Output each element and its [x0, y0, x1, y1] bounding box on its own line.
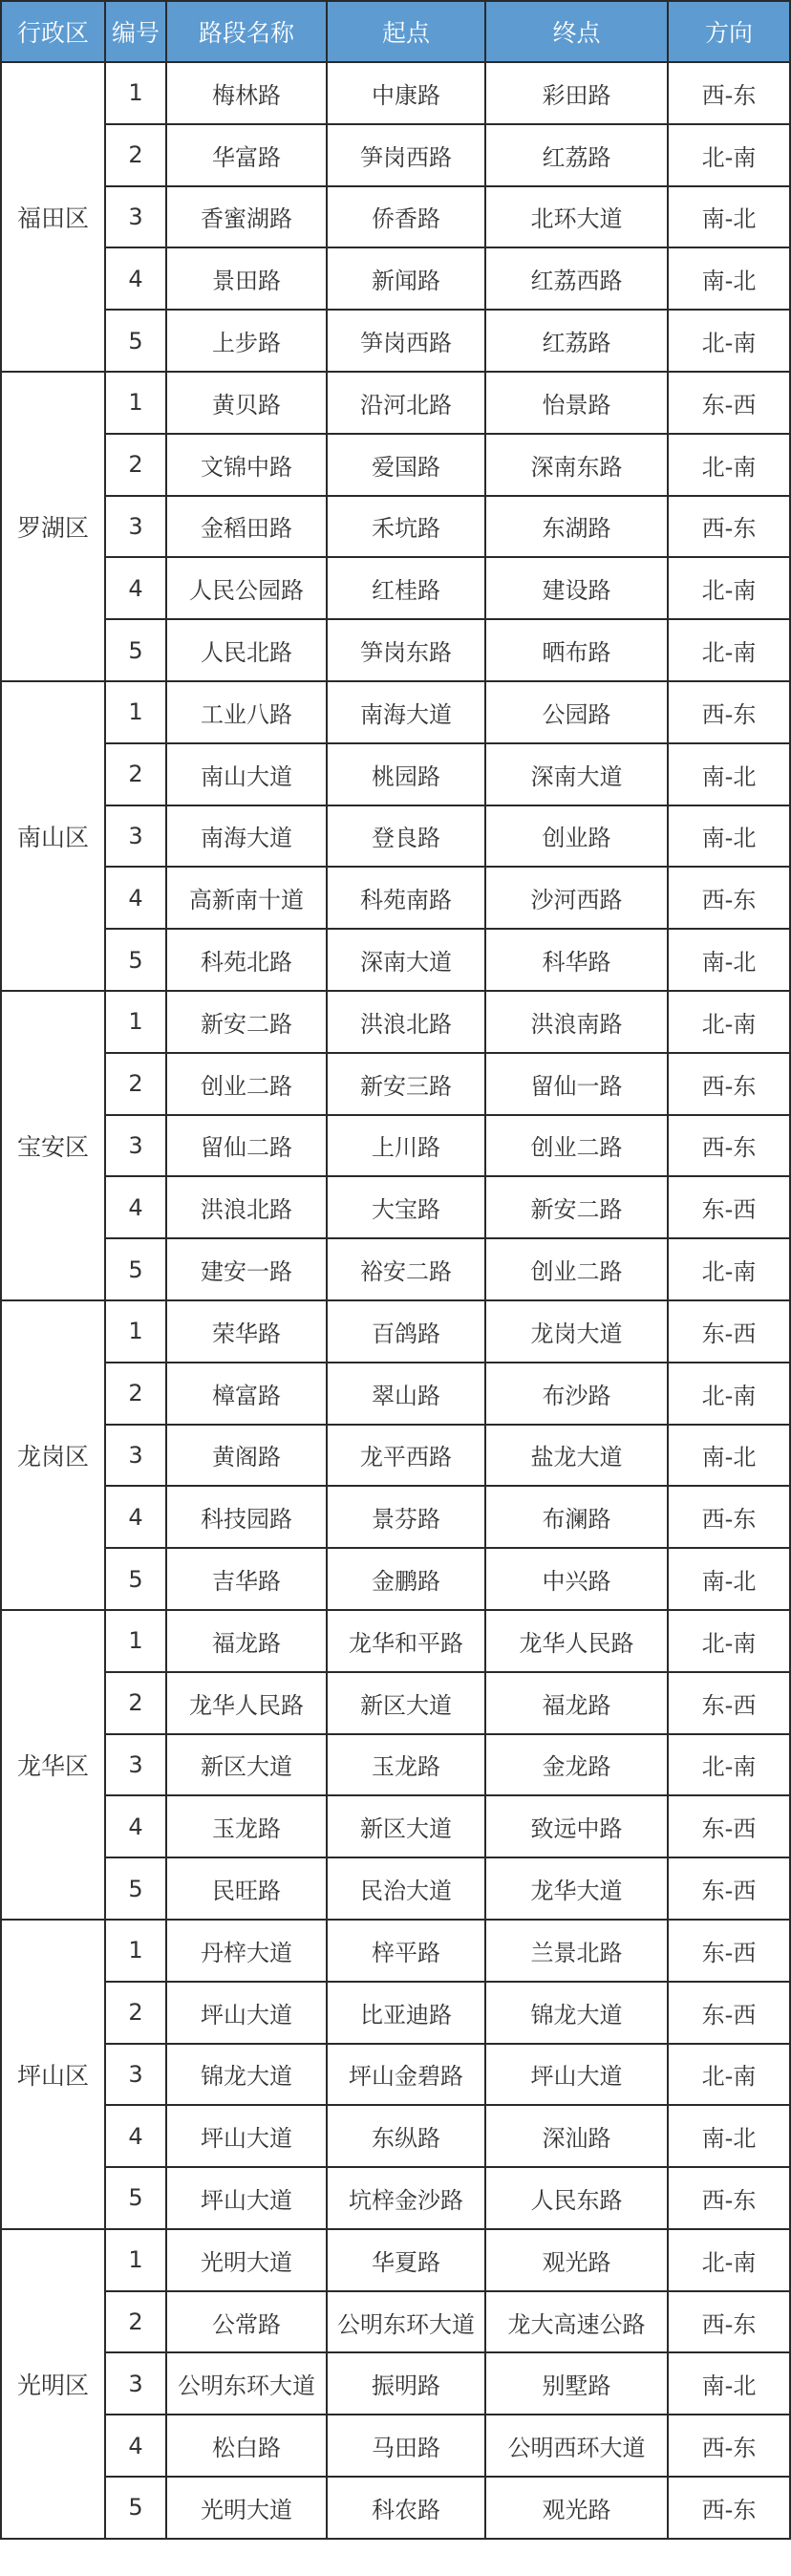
- cell-start-point: 马田路: [327, 2415, 485, 2477]
- cell-district: 龙华区: [1, 1610, 105, 1920]
- table-row: [1, 1610, 790, 1672]
- table-row: [1, 2477, 790, 2539]
- cell-start-point: 南海大道: [327, 681, 485, 743]
- cell-road-name: 松白路: [166, 2415, 327, 2477]
- table-row: [1, 1920, 790, 1982]
- cell-number: 2: [105, 1363, 166, 1425]
- table-row: [1, 619, 790, 681]
- cell-start-point: 笋岗西路: [327, 310, 485, 372]
- col-header-district: 行政区: [1, 1, 105, 62]
- cell-start-point: 翠山路: [327, 1363, 485, 1425]
- cell-start-point: 龙平西路: [327, 1425, 485, 1487]
- cell-road-name: 人民北路: [166, 619, 327, 681]
- cell-end-point: 盐龙大道: [485, 1425, 668, 1487]
- cell-end-point: 红荔路: [485, 310, 668, 372]
- cell-start-point: 科农路: [327, 2477, 485, 2539]
- table-row: [1, 2167, 790, 2229]
- cell-start-point: 笋岗东路: [327, 619, 485, 681]
- cell-direction: 南-北: [668, 805, 790, 868]
- cell-direction: 东-西: [668, 1795, 790, 1857]
- table-row: [1, 1053, 790, 1115]
- cell-direction: 东-西: [668, 1857, 790, 1920]
- cell-start-point: 登良路: [327, 805, 485, 868]
- cell-direction: 南-北: [668, 1548, 790, 1610]
- cell-end-point: 金龙路: [485, 1734, 668, 1796]
- cell-number: 5: [105, 2167, 166, 2229]
- cell-start-point: 上川路: [327, 1115, 485, 1177]
- cell-road-name: 科苑北路: [166, 929, 327, 991]
- cell-road-name: 人民公园路: [166, 557, 327, 619]
- cell-number: 1: [105, 1920, 166, 1982]
- cell-start-point: 百鸽路: [327, 1300, 485, 1363]
- cell-start-point: 梓平路: [327, 1920, 485, 1982]
- cell-number: 1: [105, 1610, 166, 1672]
- cell-direction: 东-西: [668, 372, 790, 434]
- cell-direction: 西-东: [668, 1115, 790, 1177]
- cell-number: 4: [105, 2415, 166, 2477]
- col-header-direction: 方向: [668, 1, 790, 62]
- table-row: [1, 2044, 790, 2106]
- cell-road-name: 樟富路: [166, 1363, 327, 1425]
- cell-road-name: 上步路: [166, 310, 327, 372]
- cell-end-point: 龙大高速公路: [485, 2291, 668, 2353]
- cell-road-name: 丹梓大道: [166, 1920, 327, 1982]
- cell-district: 南山区: [1, 681, 105, 991]
- cell-road-name: 玉龙路: [166, 1795, 327, 1857]
- cell-end-point: 公明西环大道: [485, 2415, 668, 2477]
- cell-road-name: 洪浪北路: [166, 1176, 327, 1238]
- cell-number: 5: [105, 1857, 166, 1920]
- cell-road-name: 南海大道: [166, 805, 327, 868]
- cell-end-point: 创业二路: [485, 1115, 668, 1177]
- cell-end-point: 洪浪南路: [485, 991, 668, 1053]
- cell-direction: 北-南: [668, 991, 790, 1053]
- table-row: [1, 2352, 790, 2415]
- cell-number: 3: [105, 1115, 166, 1177]
- cell-road-name: 龙华人民路: [166, 1672, 327, 1734]
- cell-number: 2: [105, 124, 166, 186]
- cell-end-point: 龙华大道: [485, 1857, 668, 1920]
- cell-road-name: 香蜜湖路: [166, 186, 327, 248]
- cell-direction: 南-北: [668, 2352, 790, 2415]
- table-row: [1, 1300, 790, 1363]
- cell-direction: 南-北: [668, 186, 790, 248]
- cell-start-point: 红桂路: [327, 557, 485, 619]
- cell-direction: 东-西: [668, 1176, 790, 1238]
- cell-direction: 西-东: [668, 1486, 790, 1548]
- cell-number: 1: [105, 2229, 166, 2291]
- cell-road-name: 坪山大道: [166, 2105, 327, 2167]
- cell-number: 5: [105, 2477, 166, 2539]
- cell-start-point: 科苑南路: [327, 867, 485, 929]
- cell-number: 1: [105, 372, 166, 434]
- cell-district: 宝安区: [1, 991, 105, 1300]
- cell-start-point: 玉龙路: [327, 1734, 485, 1796]
- cell-number: 3: [105, 805, 166, 868]
- cell-end-point: 怡景路: [485, 372, 668, 434]
- cell-direction: 西-东: [668, 2291, 790, 2353]
- cell-number: 2: [105, 743, 166, 805]
- table-row: [1, 805, 790, 868]
- table-row: [1, 1982, 790, 2044]
- cell-direction: 北-南: [668, 2044, 790, 2106]
- cell-end-point: 龙华人民路: [485, 1610, 668, 1672]
- cell-start-point: 坪山金碧路: [327, 2044, 485, 2106]
- cell-road-name: 华富路: [166, 124, 327, 186]
- cell-number: 1: [105, 1300, 166, 1363]
- table-row: [1, 124, 790, 186]
- cell-start-point: 沿河北路: [327, 372, 485, 434]
- cell-end-point: 布沙路: [485, 1363, 668, 1425]
- cell-number: 5: [105, 619, 166, 681]
- cell-road-name: 坪山大道: [166, 1982, 327, 2044]
- cell-start-point: 中康路: [327, 62, 485, 124]
- cell-number: 4: [105, 1486, 166, 1548]
- cell-direction: 东-西: [668, 1300, 790, 1363]
- cell-number: 3: [105, 1734, 166, 1796]
- cell-road-name: 黄阁路: [166, 1425, 327, 1487]
- cell-direction: 北-南: [668, 619, 790, 681]
- table-row: [1, 496, 790, 558]
- cell-road-name: 吉华路: [166, 1548, 327, 1610]
- cell-road-name: 建安一路: [166, 1238, 327, 1300]
- cell-end-point: 北环大道: [485, 186, 668, 248]
- cell-road-name: 锦龙大道: [166, 2044, 327, 2106]
- cell-start-point: 爱国路: [327, 434, 485, 496]
- cell-number: 5: [105, 310, 166, 372]
- cell-end-point: 新安二路: [485, 1176, 668, 1238]
- table-row: [1, 247, 790, 310]
- cell-direction: 西-东: [668, 681, 790, 743]
- cell-end-point: 人民东路: [485, 2167, 668, 2229]
- cell-direction: 北-南: [668, 557, 790, 619]
- cell-number: 3: [105, 186, 166, 248]
- cell-start-point: 禾坑路: [327, 496, 485, 558]
- table-row: [1, 557, 790, 619]
- table-row: [1, 1363, 790, 1425]
- cell-direction: 北-南: [668, 1610, 790, 1672]
- header-row: [1, 1, 790, 62]
- cell-road-name: 公明东环大道: [166, 2352, 327, 2415]
- cell-road-name: 黄贝路: [166, 372, 327, 434]
- cell-end-point: 深汕路: [485, 2105, 668, 2167]
- cell-start-point: 比亚迪路: [327, 1982, 485, 2044]
- cell-number: 4: [105, 557, 166, 619]
- cell-road-name: 光明大道: [166, 2477, 327, 2539]
- table-row: [1, 681, 790, 743]
- cell-road-name: 新安二路: [166, 991, 327, 1053]
- cell-road-name: 公常路: [166, 2291, 327, 2353]
- cell-district: 坪山区: [1, 1920, 105, 2229]
- cell-direction: 东-西: [668, 1672, 790, 1734]
- cell-number: 1: [105, 991, 166, 1053]
- cell-start-point: 华夏路: [327, 2229, 485, 2291]
- cell-end-point: 致远中路: [485, 1795, 668, 1857]
- cell-end-point: 晒布路: [485, 619, 668, 681]
- cell-road-name: 梅林路: [166, 62, 327, 124]
- cell-start-point: 金鹏路: [327, 1548, 485, 1610]
- cell-start-point: 龙华和平路: [327, 1610, 485, 1672]
- col-header-road-name: 路段名称: [166, 1, 327, 62]
- table-row: [1, 1795, 790, 1857]
- cell-road-name: 景田路: [166, 247, 327, 310]
- table-row: [1, 1857, 790, 1920]
- cell-number: 2: [105, 434, 166, 496]
- cell-start-point: 坑梓金沙路: [327, 2167, 485, 2229]
- table-row: [1, 2105, 790, 2167]
- table-row: [1, 1176, 790, 1238]
- cell-district: 光明区: [1, 2229, 105, 2539]
- table-row: [1, 743, 790, 805]
- cell-district: 福田区: [1, 62, 105, 372]
- cell-end-point: 锦龙大道: [485, 1982, 668, 2044]
- cell-number: 4: [105, 1176, 166, 1238]
- cell-start-point: 深南大道: [327, 929, 485, 991]
- cell-number: 3: [105, 2352, 166, 2415]
- cell-start-point: 民治大道: [327, 1857, 485, 1920]
- cell-road-name: 民旺路: [166, 1857, 327, 1920]
- table-row: [1, 1115, 790, 1177]
- cell-direction: 北-南: [668, 310, 790, 372]
- cell-road-name: 南山大道: [166, 743, 327, 805]
- cell-number: 1: [105, 62, 166, 124]
- cell-end-point: 公园路: [485, 681, 668, 743]
- table-row: [1, 434, 790, 496]
- cell-road-name: 金稻田路: [166, 496, 327, 558]
- cell-end-point: 红荔西路: [485, 247, 668, 310]
- cell-road-name: 荣华路: [166, 1300, 327, 1363]
- col-header-number: 编号: [105, 1, 166, 62]
- cell-road-name: 科技园路: [166, 1486, 327, 1548]
- cell-end-point: 布澜路: [485, 1486, 668, 1548]
- cell-end-point: 观光路: [485, 2229, 668, 2291]
- cell-end-point: 建设路: [485, 557, 668, 619]
- cell-number: 2: [105, 2291, 166, 2353]
- cell-start-point: 新区大道: [327, 1672, 485, 1734]
- cell-direction: 西-东: [668, 2415, 790, 2477]
- cell-direction: 北-南: [668, 2229, 790, 2291]
- cell-end-point: 创业路: [485, 805, 668, 868]
- cell-start-point: 桃园路: [327, 743, 485, 805]
- cell-end-point: 彩田路: [485, 62, 668, 124]
- table-row: [1, 62, 790, 124]
- cell-road-name: 文锦中路: [166, 434, 327, 496]
- cell-start-point: 振明路: [327, 2352, 485, 2415]
- col-header-end: 终点: [485, 1, 668, 62]
- cell-road-name: 光明大道: [166, 2229, 327, 2291]
- cell-end-point: 东湖路: [485, 496, 668, 558]
- cell-direction: 北-南: [668, 1363, 790, 1425]
- cell-start-point: 新区大道: [327, 1795, 485, 1857]
- cell-direction: 北-南: [668, 124, 790, 186]
- table-row: [1, 1548, 790, 1610]
- cell-road-name: 坪山大道: [166, 2167, 327, 2229]
- cell-direction: 南-北: [668, 247, 790, 310]
- cell-end-point: 留仙一路: [485, 1053, 668, 1115]
- cell-number: 2: [105, 1982, 166, 2044]
- cell-direction: 西-东: [668, 2167, 790, 2229]
- cell-number: 4: [105, 2105, 166, 2167]
- cell-start-point: 公明东环大道: [327, 2291, 485, 2353]
- cell-start-point: 东纵路: [327, 2105, 485, 2167]
- cell-end-point: 深南东路: [485, 434, 668, 496]
- cell-road-name: 福龙路: [166, 1610, 327, 1672]
- cell-number: 3: [105, 1425, 166, 1487]
- cell-start-point: 新闻路: [327, 247, 485, 310]
- cell-number: 5: [105, 929, 166, 991]
- table-row: [1, 2291, 790, 2353]
- table-row: [1, 2229, 790, 2291]
- cell-direction: 西-东: [668, 867, 790, 929]
- cell-direction: 南-北: [668, 1425, 790, 1487]
- cell-direction: 东-西: [668, 1920, 790, 1982]
- cell-road-name: 创业二路: [166, 1053, 327, 1115]
- cell-direction: 北-南: [668, 1734, 790, 1796]
- cell-number: 2: [105, 1053, 166, 1115]
- cell-start-point: 侨香路: [327, 186, 485, 248]
- cell-direction: 西-东: [668, 496, 790, 558]
- cell-direction: 西-东: [668, 2477, 790, 2539]
- cell-start-point: 新安三路: [327, 1053, 485, 1115]
- cell-start-point: 大宝路: [327, 1176, 485, 1238]
- table-row: [1, 1734, 790, 1796]
- cell-number: 5: [105, 1238, 166, 1300]
- cell-start-point: 景芬路: [327, 1486, 485, 1548]
- cell-start-point: 洪浪北路: [327, 991, 485, 1053]
- cell-start-point: 裕安二路: [327, 1238, 485, 1300]
- table-body: [1, 62, 790, 2539]
- cell-district: 罗湖区: [1, 372, 105, 681]
- cell-number: 4: [105, 867, 166, 929]
- cell-road-name: 工业八路: [166, 681, 327, 743]
- table-row: [1, 1672, 790, 1734]
- cell-direction: 西-东: [668, 62, 790, 124]
- table-row: [1, 372, 790, 434]
- cell-end-point: 兰景北路: [485, 1920, 668, 1982]
- cell-end-point: 观光路: [485, 2477, 668, 2539]
- cell-number: 5: [105, 1548, 166, 1610]
- cell-end-point: 深南大道: [485, 743, 668, 805]
- cell-district: 龙岗区: [1, 1300, 105, 1610]
- cell-direction: 西-东: [668, 1053, 790, 1115]
- col-header-start: 起点: [327, 1, 485, 62]
- cell-number: 4: [105, 247, 166, 310]
- table-row: [1, 310, 790, 372]
- cell-road-name: 高新南十道: [166, 867, 327, 929]
- cell-number: 4: [105, 1795, 166, 1857]
- cell-end-point: 福龙路: [485, 1672, 668, 1734]
- cell-number: 3: [105, 496, 166, 558]
- cell-direction: 北-南: [668, 1238, 790, 1300]
- cell-end-point: 科华路: [485, 929, 668, 991]
- cell-end-point: 红荔路: [485, 124, 668, 186]
- table-row: [1, 1486, 790, 1548]
- cell-direction: 东-西: [668, 1982, 790, 2044]
- cell-road-name: 新区大道: [166, 1734, 327, 1796]
- cell-end-point: 坪山大道: [485, 2044, 668, 2106]
- cell-road-name: 留仙二路: [166, 1115, 327, 1177]
- table-row: [1, 991, 790, 1053]
- cell-number: 1: [105, 681, 166, 743]
- cell-end-point: 沙河西路: [485, 867, 668, 929]
- cell-end-point: 创业二路: [485, 1238, 668, 1300]
- cell-direction: 南-北: [668, 929, 790, 991]
- table-header: [1, 1, 790, 62]
- table-row: [1, 186, 790, 248]
- table-row: [1, 1425, 790, 1487]
- cell-direction: 北-南: [668, 434, 790, 496]
- cell-number: 2: [105, 1672, 166, 1734]
- table-row: [1, 2415, 790, 2477]
- table-row: [1, 1238, 790, 1300]
- cell-direction: 南-北: [668, 743, 790, 805]
- table-row: [1, 867, 790, 929]
- table-row: [1, 929, 790, 991]
- cell-end-point: 龙岗大道: [485, 1300, 668, 1363]
- cell-end-point: 中兴路: [485, 1548, 668, 1610]
- cell-end-point: 别墅路: [485, 2352, 668, 2415]
- cell-number: 3: [105, 2044, 166, 2106]
- cell-direction: 南-北: [668, 2105, 790, 2167]
- cell-start-point: 笋岗西路: [327, 124, 485, 186]
